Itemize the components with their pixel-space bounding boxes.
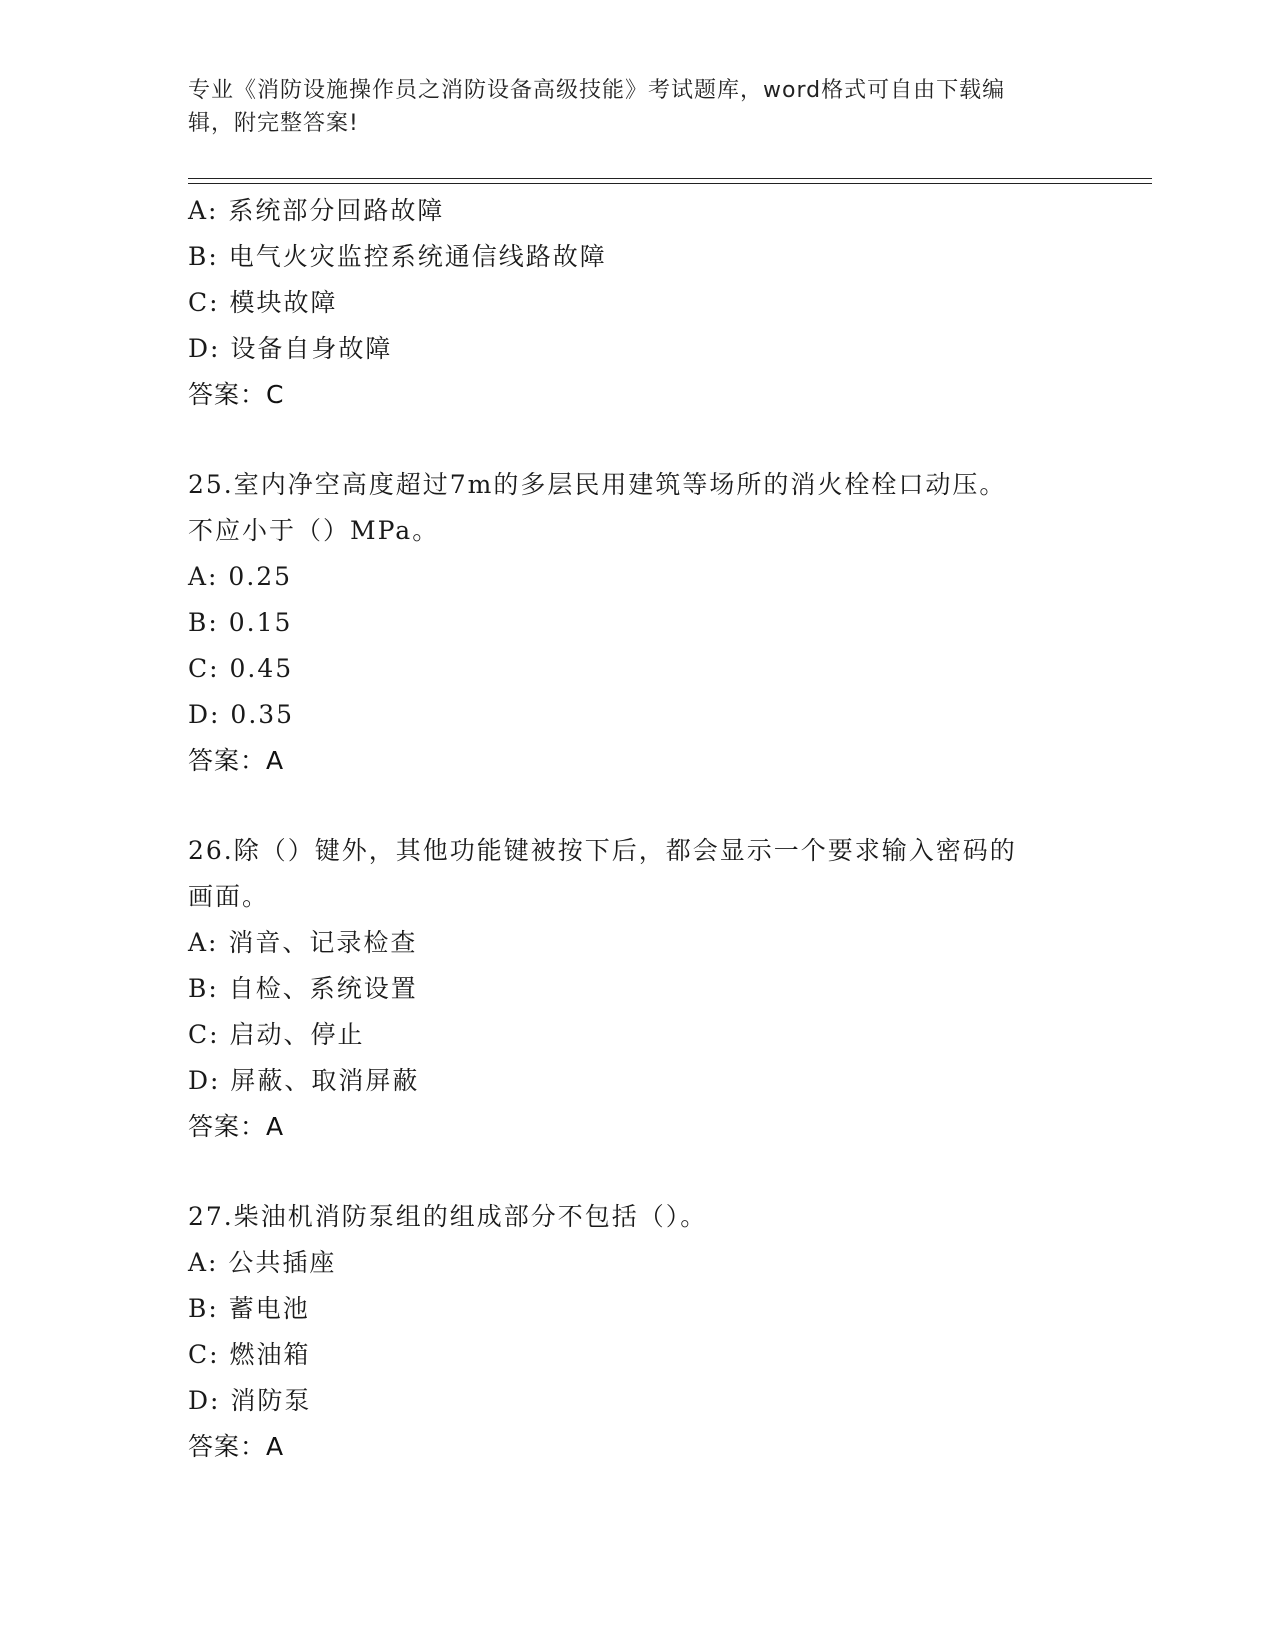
answer-line: 答案：A <box>188 1432 285 1461</box>
question-content <box>188 188 1108 1470</box>
header-intro-line-2: 辑，附完整答案! <box>188 111 359 136</box>
option-b: B: 0.15 <box>188 608 293 637</box>
option-b: B: 自检、系统设置 <box>188 974 418 1003</box>
option-d: D: 设备自身故障 <box>188 334 393 363</box>
question-text-line-1: 25.室内净空高度超过7m的多层民用建筑等场所的消火栓栓口动压。 <box>188 470 1007 499</box>
option-d: D: 屏蔽、取消屏蔽 <box>188 1066 420 1095</box>
document-header <box>188 74 1088 140</box>
option-a: A: 0.25 <box>188 562 293 591</box>
header-divider-top <box>188 178 1152 179</box>
question-text-line-2: 不应小于（）MPa。 <box>188 516 440 545</box>
header-divider-bottom <box>188 183 1152 184</box>
option-c: C: 0.45 <box>188 654 294 683</box>
option-b: B: 蓄电池 <box>188 1294 310 1323</box>
answer-line: 答案：A <box>188 1112 285 1141</box>
question-text-line-2: 画面。 <box>188 882 270 911</box>
option-b: B: 电气火灾监控系统通信线路故障 <box>188 242 607 271</box>
answer-line: 答案：A <box>188 746 285 775</box>
option-c: C: 模块故障 <box>188 288 338 317</box>
header-intro-line-1: 专业《消防设施操作员之消防设备高级技能》考试题库，word格式可自由下载编 <box>188 78 1006 103</box>
option-a: A: 消音、记录检查 <box>188 928 418 957</box>
option-a: A: 公共插座 <box>188 1248 337 1277</box>
question-block-24 <box>188 188 1108 418</box>
option-a: A: 系统部分回路故障 <box>188 196 445 225</box>
question-block-25 <box>188 462 1108 784</box>
option-d: D: 0.35 <box>188 700 295 729</box>
option-c: C: 启动、停止 <box>188 1020 365 1049</box>
question-text-line-1: 26.除（）键外，其他功能键被按下后，都会显示一个要求输入密码的 <box>188 836 1017 865</box>
question-block-27 <box>188 1194 1108 1470</box>
option-d: D: 消防泵 <box>188 1386 312 1415</box>
question-text-line-1: 27.柴油机消防泵组的组成部分不包括（）。 <box>188 1202 708 1231</box>
option-c: C: 燃油箱 <box>188 1340 311 1369</box>
answer-line: 答案：C <box>188 380 285 409</box>
question-block-26 <box>188 828 1108 1150</box>
